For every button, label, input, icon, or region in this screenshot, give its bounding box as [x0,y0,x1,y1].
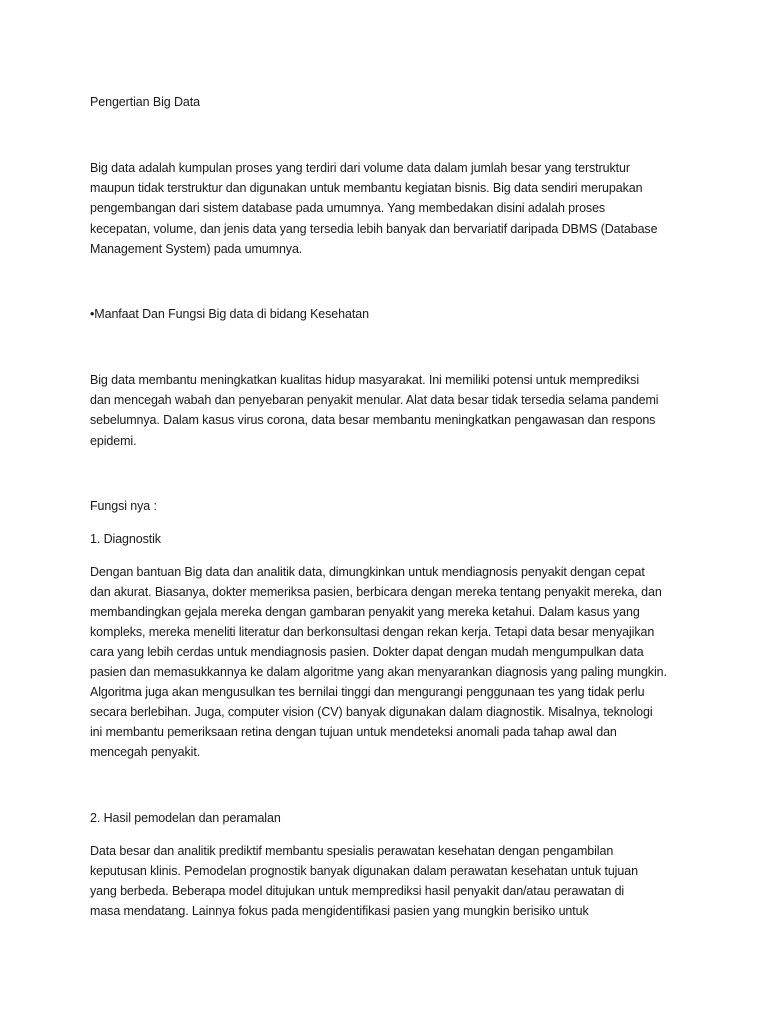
paragraph-line: Big data membantu meningkatkan kualitas hidup masyarakat. Ini memiliki potensi untuk memprediksi [90,373,640,387]
paragraph-line: dan akurat. Biasanya, dokter memeriksa pasien, berbicara dengan mereka tentang penyakit mereka, dan [90,585,662,599]
paragraph-line: ini membantu pemeriksaan retina dengan tujuan untuk mendeteksi anomali pada tahap awal dan [90,725,617,739]
subheading-diagnostic: 1. Diagnostik [90,532,161,546]
paragraph-line: epidemi. [90,434,137,448]
paragraph-line: maupun tidak terstruktur dan digunakan untuk membantu kegiatan bisnis. Big data sendiri merupakan [90,181,643,195]
paragraph-line: yang berbeda. Beberapa model ditujukan untuk memprediksi hasil penyakit dan/atau perawatan di [90,884,625,898]
paragraph-line: cara yang lebih cerdas untuk mendiagnosis pasien. Dokter dapat dengan mudah mengumpulkan data [90,645,644,659]
paragraph-line: Dengan bantuan Big data dan analitik data, dimungkinkan untuk mendiagnosis penyakit dengan cepat [90,565,645,579]
paragraph-line: kecepatan, volume, dan jenis data yang tersedia lebih banyak dan bervariatif daripada DBMS (Database [90,222,658,236]
paragraph-line: mencegah penyakit. [90,745,201,759]
paragraph-line: sebelumnya. Dalam kasus virus corona, data besar membantu meningkatkan pengawasan dan respons [90,413,656,427]
paragraph-line: pengembangan dari sistem database pada umumnya. Yang membedakan disini adalah proses [90,201,606,215]
paragraph-line: Big data adalah kumpulan proses yang terdiri dari volume data dalam jumlah besar yang terstruktur [90,161,630,175]
paragraph-line: keputusan klinis. Pemodelan prognostik banyak digunakan dalam perawatan kesehatan untuk tujuan [90,864,638,878]
paragraph-line: dan mencegah wabah dan penyebaran penyakit menular. Alat data besar tidak tersedia selama pandemi [90,393,659,407]
paragraph-line: pasien dan memasukkannya ke dalam algoritme yang akan menyarankan diagnosis yang paling mungkin. [90,665,667,679]
paragraph-line: Data besar dan analitik prediktif membantu spesialis perawatan kesehatan dengan pengambilan [90,844,614,858]
paragraph-line: Algoritma juga akan mengusulkan tes bernilai tinggi dan mengurangi penggunaan tes yang tidak perlu [90,685,645,699]
paragraph-line: secara berlebihan. Juga, computer vision (CV) banyak digunakan dalam diagnostik. Misalnya, teknologi [90,705,653,719]
paragraph-line: Management System) pada umumnya. [90,242,303,256]
section-heading-functions: Fungsi nya : [90,499,157,513]
paragraph-line: masa mendatang. Lainnya fokus pada mengidentifikasi pasien yang mungkin berisiko untuk [90,904,589,918]
subheading-modeling: 2. Hasil pemodelan dan peramalan [90,811,281,825]
document-title: Pengertian Big Data [90,95,200,109]
paragraph-line: kompleks, mereka meneliti literatur dan berkonsultasi dengan rekan kerja. Tetapi data besar menyajikan [90,625,655,639]
section-heading-benefits: •Manfaat Dan Fungsi Big data di bidang Kesehatan [90,307,369,321]
paragraph-line: membandingkan gejala mereka dengan gambaran penyakit yang mereka ketahui. Dalam kasus yang [90,605,640,619]
